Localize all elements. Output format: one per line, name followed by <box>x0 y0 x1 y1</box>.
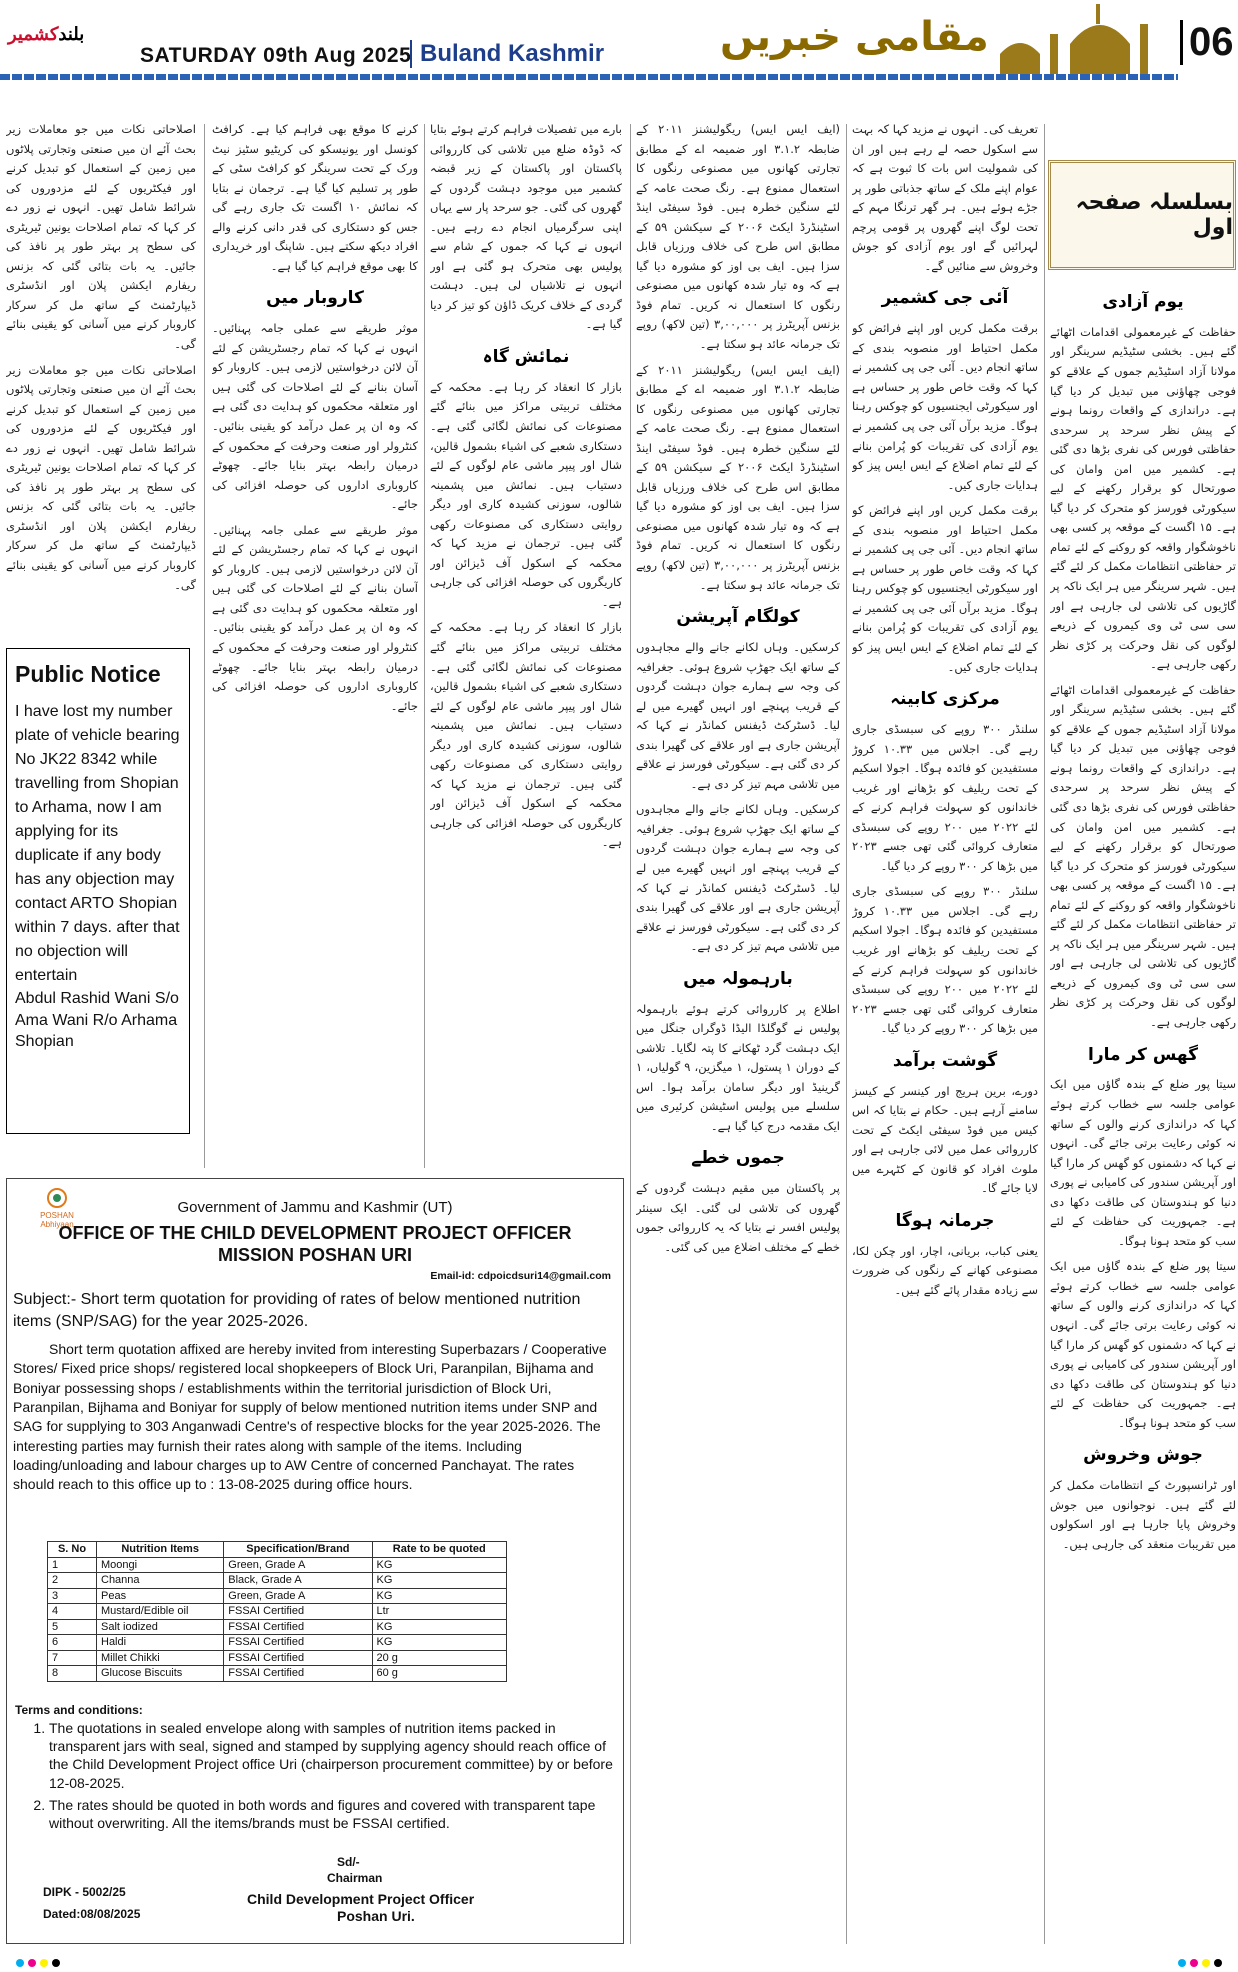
ad-body: Short term quotation affixed are hereby invited from interesting Superbazars / Cooperative Stores/ Fixed price shops/ registered local shopkeepers of Block Uri, Paranpilan, Bijhama and Boniyar possessing shops / establishments within the territorial jurisdiction of Block Uri, Paranpilan, Bijhama and Boniyar for supply of below mentioned nutrition items under SNP and SAG for supplying to 303 Anganwadi Centre's of respective blocks for the year 2025-2026. The interesting parties may furnish their rates along with sample of the items. Including loading/unloading and labour charges up to AW Centre of concerned Panchayat. The rates should reach to this office up to : 13-08-2025 during office hours. <box>13 1341 607 1493</box>
table-row <box>48 1650 507 1666</box>
article-text: بارے میں تفصیلات فراہم کرتے ہوئے بتایا کہ ڈوڈہ ضلع میں تلاشی کی کارروائی پاکستان اور پاکستان کے زیر قبضہ کشمیر میں موجود دہشت گردوں کے گھروں کی گئی۔ جو سرحد پار سے یہاں اپنی سرگرمیاں انجام دے رہے ہیں۔ انہوں نے کہا کہ جموں کے شام سے پولیس بھی متحرک ہو گئی ہے اور انہوں نے تلاشیاں لی ہیں۔ دہشت گردی کے خلاف کریک ڈاؤن کو تیز کر دیا گیا ہے۔ <box>430 122 622 332</box>
public-notice <box>6 648 190 1134</box>
terms-list <box>27 1719 613 1836</box>
table-row <box>48 1588 507 1604</box>
article-text: (ایف ایس ایس) ریگولیشنز ۲۰۱۱ کے ضابطہ ۳.۱.۲ اور ضمیمہ اے کے مطابق تجارتی کھانوں میں مصنوعی رنگوں کا استعمال ممنوع ہے۔ رنگ صحت عامہ کے لئے سنگین خطرہ ہیں۔ فوڈ سیفٹی اینڈ اسٹینڈرڈ ایکٹ ۲۰۰۶ کے سیکشن ۵۹ کے مطابق اس طرح کی خلاف ورزیاں قابل سزا ہیں۔ ایف بی اوز کو مشورہ دیا گیا ہے کہ وہ تیار شدہ کھانوں میں مصنوعی رنگوں کا استعمال نہ کریں۔ تمام فوڈ بزنس آپریٹرز پر ۳,۰۰,۰۰۰ (تین لاکھ) روپے تک جرمانہ عائد ہو سکتا ہے۔ <box>636 362 840 592</box>
column-divider <box>630 124 631 1944</box>
table-cell: 3 <box>48 1588 97 1604</box>
table-cell: KG <box>372 1635 507 1651</box>
table-header-row <box>48 1542 507 1558</box>
article-text: سلنڈر ۳۰۰ روپے کی سبسڈی جاری رہے گی۔ اجلاس میں ۱۰.۳۳ کروڑ مستفیدین کو فائدہ ہوگا۔ اجولا اسکیم کے تحت ریلیف کو بڑھانے اور غریب خاندانوں کو سہولت فراہم کرنے کے لئے ۲۰۲۲ میں ۲۰۰ روپے کی سبسڈی متعارف کروائی گئی تھی جسے ۲۰۲۳ میں بڑھا کر ۳۰۰ روپے کر دیا گیا۔ <box>852 722 1038 873</box>
article-text: موثر طریقے سے عملی جامہ پہنائیں۔ انہوں نے کہا کہ تمام رجسٹریشن کے لئے آن لائن درخواستیں لازمی ہیں۔ کاروبار کو آسان بنانے کے لئے اصلاحات کی گئی ہیں اور متعلقہ محکموں کو ہدایت دی گئی ہے کہ وہ ان پر عمل درآمد کو یقینی بنائیں۔ کنٹرولر اور صنعت وحرفت کے محکموں کے درمیان رابطہ بہتر بنایا جائے۔ چھوٹے کاروباری اداروں کی حوصلہ افزائی کی جائے۔ <box>212 522 418 713</box>
column-6 <box>6 120 196 630</box>
masthead-logo-right: کشمیر <box>8 24 59 45</box>
column-divider <box>424 124 425 1168</box>
table-cell: Ltr <box>372 1604 507 1620</box>
ad-government: Government of Jammu and Kashmir (UT) <box>177 1199 453 1216</box>
table-cell: 5 <box>48 1619 97 1635</box>
headline-markazi-cabinet: مرکزی کابینہ <box>890 689 1000 710</box>
table-row <box>48 1666 507 1682</box>
table-cell: Millet Chikki <box>97 1650 224 1666</box>
header-rule <box>0 74 1178 80</box>
date-line: SATURDAY 09th Aug 2025 <box>140 44 412 67</box>
bismillah-box: بسلسلہ صفحہ اول <box>1048 160 1236 270</box>
headline-karobar: کاروبار میں <box>266 288 364 309</box>
headline-jurmana: جرمانہ ہوگا <box>895 1210 995 1231</box>
government-tender-ad <box>6 1178 624 1944</box>
table-header: Specification/Brand <box>224 1542 372 1558</box>
table-row <box>48 1619 507 1635</box>
paper-name: Buland Kashmir <box>410 40 604 68</box>
table-cell: FSSAI Certified <box>224 1650 372 1666</box>
poshan-logo-text: POSHAN Abhiyaan <box>40 1210 74 1229</box>
headline-josh: جوش وخروش <box>1083 1445 1203 1466</box>
article-text: بازار کا انعقاد کر رہا ہے۔ محکمہ کے مختلف تربیتی مراکز میں بنائے گئے مصنوعات کی نمائش لگائی گئی ہے۔ دستکاری شعبے کی اشیاء بشمول قالین، شال اور پیپر ماشی عام لوگوں کے لئے دستیاب ہیں۔ نمائش میں پشمینہ شالوں، سوزنی کشیدہ کاری اور دیگر روایتی دستکاری کی مصنوعات رکھی گئی ہیں۔ ترجمان نے مزید کہا کہ محکمہ کے اسکول آف ڈیزائن اور کاریگروں کی حوصلہ افزائی کی جارہی ہے۔ <box>430 620 622 850</box>
headline-numaish-gah: نمائش گاہ <box>482 347 570 368</box>
terms-heading: Terms and conditions: <box>15 1703 143 1717</box>
mosque-skyline-icon <box>990 4 1170 74</box>
table-header: S. No <box>48 1542 97 1558</box>
article-text: کرنے کا موقع بھی فراہم کیا ہے۔ کرافٹ کونسل اور یونیسکو کی کریٹیو سٹیز نیٹ ورک کے تحت سرینگر کو کرافٹ سٹی کے طور پر تسلیم کیا گیا ہے۔ ترجمان نے بتایا کہ نمائش ۱۰ اگست تک جاری رہے گی جس کو دستکاری کی قدر دانی کرنے والے افراد دیکھ سکتے ہیں۔ شاپنگ اور خریداری کا بھی موقع فراہم کیا گیا ہے۔ <box>212 122 418 273</box>
article-text: سلنڈر ۳۰۰ روپے کی سبسڈی جاری رہے گی۔ اجلاس میں ۱۰.۳۳ کروڑ مستفیدین کو فائدہ ہوگا۔ اجولا اسکیم کے تحت ریلیف کو بڑھانے اور غریب خاندانوں کو سہولت فراہم کرنے کے لئے ۲۰۲۲ میں ۲۰۰ روپے کی سبسڈی متعارف کروائی گئی تھی جسے ۲۰۲۳ میں بڑھا کر ۳۰۰ روپے کر دیا گیا۔ <box>852 884 1038 1036</box>
article-text: (ایف ایس ایس) ریگولیشنز ۲۰۱۱ کے ضابطہ ۳.۱.۲ اور ضمیمہ اے کے مطابق تجارتی کھانوں میں مصنوعی رنگوں کا استعمال ممنوع ہے۔ رنگ صحت عامہ کے لئے سنگین خطرہ ہیں۔ فوڈ سیفٹی اینڈ اسٹینڈرڈ ایکٹ ۲۰۰۶ کے سیکشن ۵۹ کے مطابق اس طرح کی خلاف ورزیاں قابل سزا ہیں۔ ایف بی اوز کو مشورہ دیا گیا ہے کہ وہ تیار شدہ کھانوں میں مصنوعی رنگوں کا استعمال نہ کریں۔ تمام فوڈ بزنس آپریٹرز پر ۳,۰۰,۰۰۰ (تین لاکھ) روپے تک جرمانہ عائد ہو سکتا ہے۔ <box>636 122 840 352</box>
nutrition-items-table <box>47 1541 507 1682</box>
article-text: پر پاکستان میں مقیم دہشت گردوں کے گھروں کی تلاشی لی گئی۔ ایک سینئر پولیس افسر نے بتایا کہ یہ کارروائی جموں خطے کے مختلف اضلاع میں کی گئی۔ <box>636 1181 840 1255</box>
table-cell: FSSAI Certified <box>224 1619 372 1635</box>
article-text: سیتا پور ضلع کے بندہ گاؤں میں ایک عوامی جلسہ سے خطاب کرتے ہوئے کہا کہ دراندازی کرنے والوں کے ساتھ نہ کوئی رعایت برتی جائے گی۔ انہوں نے کہا کہ دشمنوں کو گھس کر مارا گیا اور آپریشن سندور کی کامیابی نے پوری دنیا کو ہندوستان کی طاقت دکھا دی ہے۔ جمہوریت کی حفاظت کے لئے سب کو متحد ہونا ہوگا۔ <box>1050 1077 1236 1248</box>
article-text: یعنی کباب، بریانی، اچار، اور چکن لکا، مصنوعی کھانے کے رنگوں کی ضرورت سے زیادہ مقدار پائے گئے ہیں۔ <box>852 1243 1038 1297</box>
table-cell: Moongi <box>97 1557 224 1573</box>
article-text: اصلاحاتی نکات میں جو معاملات زیر بحث آئے ان میں صنعتی وتجارتی پلاٹوں میں زمین کے استعمال کو تبدیل کرنے اور فیکٹریوں کے لئے مزدوروں کی شرائط شامل تھیں۔ انہوں نے زور دے کر کہا کہ تمام اصلاحات یونین ٹیریٹری کی سطح پر بہتر طور پر نافذ کی جائیں۔ یہ بات بتائی گئی کہ بزنس ریفارم ایکشن پلان اور انڈسٹری ڈیپارٹمنٹ کے ساتھ مل کر سرکار کاروبار کرنے میں آسانی کو یقینی بنائے گی۔ <box>6 122 196 352</box>
table-cell: 7 <box>48 1650 97 1666</box>
table-cell: 4 <box>48 1604 97 1620</box>
article-text: برقت مکمل کریں اور اپنے فرائض کو مکمل احتیاط اور منصوبہ بندی کے ساتھ انجام دیں۔ آئی جی پی کشمیر نے کہا کہ وقت خاص طور پر حساس ہے اور سیکورٹی ایجنسیوں کو چوکس رہنا ہوگا۔ مزید برآں آئی جی پی کشمیر نے یوم آزادی کی تقریبات کو پُرامن بنانے کے لئے تمام اضلاع کے ایس ایس پیز کو ہدایات جاری کیں۔ <box>852 321 1038 492</box>
section-title: مقامی خبریں <box>720 14 989 60</box>
masthead-logo <box>8 24 84 45</box>
table-cell: 1 <box>48 1557 97 1573</box>
ad-mission: MISSION POSHAN URI <box>217 1245 413 1265</box>
article-text: سیتا پور ضلع کے بندہ گاؤں میں ایک عوامی جلسہ سے خطاب کرتے ہوئے کہا کہ دراندازی کرنے والوں کے ساتھ نہ کوئی رعایت برتی جائے گی۔ انہوں نے کہا کہ دشمنوں کو گھس کر مارا گیا اور آپریشن سندور کی کامیابی نے پوری دنیا کو ہندوستان کی طاقت دکھا دی ہے۔ جمہوریت کی حفاظت کے لئے سب کو متحد ہونا ہوگا۔ <box>1050 1259 1236 1430</box>
article-text: موثر طریقے سے عملی جامہ پہنائیں۔ انہوں نے کہا کہ تمام رجسٹریشن کے لئے آن لائن درخواستیں لازمی ہیں۔ کاروبار کو آسان بنانے کے لئے اصلاحات کی گئی ہیں اور متعلقہ محکموں کو ہدایت دی گئی ہے کہ وہ ان پر عمل درآمد کو یقینی بنائیں۔ کنٹرولر اور صنعت وحرفت کے محکموں کے درمیان رابطہ بہتر بنایا جائے۔ چھوٹے کاروباری اداروں کی حوصلہ افزائی کی جائے۔ <box>212 321 418 512</box>
ad-office: OFFICE OF THE CHILD DEVELOPMENT PROJECT OFFICER <box>58 1223 572 1243</box>
table-cell: Channa <box>97 1573 224 1589</box>
ad-chairman: Chairman <box>327 1871 383 1885</box>
table-header: Nutrition Items <box>97 1542 224 1558</box>
table-cell: FSSAI Certified <box>224 1635 372 1651</box>
column-divider <box>846 124 847 1944</box>
table-row <box>48 1635 507 1651</box>
article-text: حفاظت کے غیرمعمولی اقدامات اٹھائے گئے ہیں۔ بخشی سٹیڈیم سرینگر اور مولانا آزاد اسٹیڈیم جموں کے علاقے کو فوجی چھاؤنی میں تبدیل کر دیا گیا ہے۔ دراندازی کے واقعات رونما ہونے کے پیش نظر سرحد پر سرحدی حفاظتی فورس کی نفری بڑھا دی گئی ہے۔ کشمیر میں امن وامان کی صورتحال کو برقرار رکھنے کے لیے سیکورٹی فورسز کو متحرک کر دیا گیا ہے۔ ۱۵ اگست کے موقعہ پر کسی بھی ناخوشگوار واقعہ کو روکنے کے لئے تمام تر حفاظتی انتظامات مکمل کر لئے گئے ہیں۔ شہر سرینگر میں ہر ایک ناکہ پر گاڑیوں کی تلاشی لی جارہی ہے اور سی سی ٹی وی کیمروں کے ذریعے لوگوں کی نقل وحرکت پر کڑی نظر رکھی جارہی ہے۔ <box>1050 324 1236 672</box>
notice-signature: Abdul Rashid Wani S/o Ama Wani R/o Arhama Shopian <box>15 990 179 1051</box>
column-divider <box>1044 124 1045 1944</box>
table-cell: KG <box>372 1573 507 1589</box>
headline-jammu-khitte: جموں خطے <box>691 1148 785 1169</box>
ad-sd: Sd/- <box>337 1855 360 1869</box>
headline-gus-kar-mara: گھس کر مارا <box>1088 1044 1198 1065</box>
article-text: اور ٹرانسپورٹ کے انتظامات مکمل کر لئے گئے ہیں۔ نوجوانوں میں جوش وخروش پایا جارہا ہے اور اسکولوں میں تقریبات منعقد کی جارہی ہیں۔ <box>1050 1478 1236 1551</box>
article-text: تعریف کی۔ انہوں نے مزید کہا کہ بہت سے اسکول حصہ لے رہے ہیں اور ان کی شمولیت اس بات کا ثبوت ہے کہ عوام اپنے ملک کے ساتھ جذباتی طور پر جڑے ہوئے ہیں۔ ہر گھر ترنگا مہم کے تحت لوگ اپنے گھروں پر قومی پرچم لہرائیں گے اور یوم آزادی کو جوش وخروش سے منائیں گے۔ <box>852 122 1038 273</box>
page-number: 06 <box>1180 20 1234 65</box>
table-cell: KG <box>372 1588 507 1604</box>
headline-ig-kashmir: آئی جی کشمیر <box>881 288 1009 309</box>
table-cell: 60 g <box>372 1666 507 1682</box>
table-cell: 6 <box>48 1635 97 1651</box>
article-text: کرسکیں۔ وہاں لکانے جانے والے مجاہدوں کے ساتھ ایک جھڑپ شروع ہوئی۔ جغرافیہ کی وجہ سے ہمارے جوان دہشت گردوں کے قریب پہنچے اور انہیں گھیرے میں لے لیا۔ ڈسٹرکٹ ڈیفنس کمانڈر نے کہا کہ آپریشن جاری ہے اور علاقے کی گھیرا بندی کر دی گئی ہے۔ سیکورٹی فورسز نے علاقے میں تلاشی مہم تیز کر دی ہے۔ <box>636 640 840 791</box>
table-cell: Haldi <box>97 1635 224 1651</box>
table-cell: 2 <box>48 1573 97 1589</box>
column-3 <box>636 120 840 1940</box>
ad-poshan-uri: Poshan Uri. <box>337 1908 415 1924</box>
column-2 <box>852 120 1038 1940</box>
table-cell: Green, Grade A <box>224 1557 372 1573</box>
article-text: دورے، برین ہریج اور کینسر کے کیسز سامنے آرہے ہیں۔ حکام نے بتایا کہ اس کیس میں فوڈ سیفٹی ایکٹ کے تحت کارروائی عمل میں لائی جارہی ہے اور ملوث افراد کو قانون کے کٹہرے میں لایا جائے گا۔ <box>852 1083 1038 1196</box>
table-row <box>48 1573 507 1589</box>
column-divider <box>204 124 205 1168</box>
ad-dated: Dated:08/08/2025 <box>43 1907 141 1921</box>
print-registration-marks <box>0 1956 1238 1970</box>
table-cell: KG <box>372 1557 507 1573</box>
table-cell: Peas <box>97 1588 224 1604</box>
column-5 <box>212 120 418 1168</box>
term-item: 1. The quotations in sealed envelope along with samples of nutrition items packed in transparent jars with seal, signed and stamped by supplying agency should reach office of the Child Development Project office Uri (chairperson procurement committee) by or before 12-08-2025. <box>49 1719 613 1792</box>
article-text: اطلاع پر کارروائی کرتے ہوئے بارہمولہ پولیس نے گوگلڈا الیڈا ڈوگراں جنگل میں ایک دہشت گرد ٹھکانے کا پتہ لگایا۔ تلاشی کے دوران ۱ پستول، ۱ میگزین، ۹ گولیاں، ۱ گرینیڈ اور دیگر سامان برآمد ہوا۔ اس سلسلے میں پولیس اسٹیشن کرئیری میں ایک مقدمہ درج کیا گیا ہے۔ <box>636 1001 840 1133</box>
column-1 <box>1050 280 1236 1940</box>
table-cell: Mustard/Edible oil <box>97 1604 224 1620</box>
article-text: اصلاحاتی نکات میں جو معاملات زیر بحث آئے ان میں صنعتی وتجارتی پلاٹوں میں زمین کے استعمال کو تبدیل کرنے اور فیکٹریوں کے لئے مزدوروں کی شرائط شامل تھیں۔ انہوں نے زور دے کر کہا کہ تمام اصلاحات یونین ٹیریٹری کی سطح پر بہتر طور پر نافذ کی جائیں۔ یہ بات بتائی گئی کہ بزنس ریفارم ایکشن پلان اور انڈسٹری ڈیپارٹمنٹ کے ساتھ مل کر سرکار کاروبار کرنے میں آسانی کو یقینی بنائے گی۔ <box>6 362 196 592</box>
ad-dipk: DIPK - 5002/25 <box>43 1885 126 1899</box>
notice-title: Public Notice <box>15 661 161 687</box>
table-cell: 20 g <box>372 1650 507 1666</box>
article-text: برقت مکمل کریں اور اپنے فرائض کو مکمل احتیاط اور منصوبہ بندی کے ساتھ انجام دیں۔ آئی جی پی کشمیر نے کہا کہ وقت خاص طور پر حساس ہے اور سیکورٹی ایجنسیوں کو چوکس رہنا ہوگا۔ مزید برآں آئی جی پی کشمیر نے یوم آزادی کی تقریبات کو پُرامن بنانے کے لئے تمام اضلاع کے ایس ایس پیز کو ہدایات جاری کیں۔ <box>852 503 1038 674</box>
ad-email: Email-id: cdpoicdsuri14@gmail.com <box>430 1270 611 1282</box>
article-text: کرسکیں۔ وہاں لکانے جانے والے مجاہدوں کے ساتھ ایک جھڑپ شروع ہوئی۔ جغرافیہ کی وجہ سے ہمارے جوان دہشت گردوں کے قریب پہنچے اور انہیں گھیرے میں لے لیا۔ ڈسٹرکٹ ڈیفنس کمانڈر نے کہا کہ آپریشن جاری ہے اور علاقے کی گھیرا بندی کر دی گئی ہے۔ سیکورٹی فورسز نے علاقے میں تلاشی مہم تیز کر دی ہے۔ <box>636 802 840 954</box>
ad-cdpo: Child Development Project Officer <box>247 1891 475 1907</box>
headline-kolgam-operation: کولگام آپریشن <box>676 607 800 628</box>
masthead-logo-left: بلند <box>58 24 85 45</box>
table-cell: Salt iodized <box>97 1619 224 1635</box>
article-text: بازار کا انعقاد کر رہا ہے۔ محکمہ کے مختلف تربیتی مراکز میں بنائے گئے مصنوعات کی نمائش لگائی گئی ہے۔ دستکاری شعبے کی اشیاء بشمول قالین، شال اور پیپر ماشی عام لوگوں کے لئے دستیاب ہیں۔ نمائش میں پشمینہ شالوں، سوزنی کشیدہ کاری اور دیگر روایتی دستکاری کی مصنوعات رکھی گئی ہیں۔ ترجمان نے مزید کہا کہ محکمہ کے اسکول آف ڈیزائن اور کاریگروں کی حوصلہ افزائی کی جارہی ہے۔ <box>430 379 622 609</box>
table-cell: Green, Grade A <box>224 1588 372 1604</box>
table-cell: Black, Grade A <box>224 1573 372 1589</box>
article-text: حفاظت کے غیرمعمولی اقدامات اٹھائے گئے ہیں۔ بخشی سٹیڈیم سرینگر اور مولانا آزاد اسٹیڈیم جموں کے علاقے کو فوجی چھاؤنی میں تبدیل کر دیا گیا ہے۔ دراندازی کے واقعات رونما ہونے کے پیش نظر سرحد پر سرحدی حفاظتی فورس کی نفری بڑھا دی گئی ہے۔ کشمیر میں امن وامان کی صورتحال کو برقرار رکھنے کے لیے سیکورٹی فورسز کو متحرک کر دیا گیا ہے۔ ۱۵ اگست کے موقعہ پر کسی بھی ناخوشگوار واقعہ کو روکنے کے لئے تمام تر حفاظتی انتظامات مکمل کر لئے گئے ہیں۔ شہر سرینگر میں ہر ایک ناکہ پر گاڑیوں کی تلاشی لی جارہی ہے اور سی سی ٹی وی کیمروں کے ذریعے لوگوں کی نقل وحرکت پر کڑی نظر رکھی جارہی ہے۔ <box>1050 682 1236 1030</box>
ad-subject: Subject:- Short term quotation for providing of rates of below mentioned nutrition items (SNP/SAG) for the year 2025-2026. <box>13 1291 581 1330</box>
notice-body: I have lost my number plate of vehicle bearing No JK22 8342 while travelling from Shopian to Arhama, now I am applying for its duplicate if any body has any objection may contact ARTO Shopian within 7 days. after that no objection will entertain <box>15 703 180 985</box>
page-header <box>0 0 1238 108</box>
table-row <box>48 1604 507 1620</box>
table-cell: KG <box>372 1619 507 1635</box>
term-item: 2. The rates should be quoted in both words and figures and covered with transparent tape without overwriting. All the items/brands must be FSSAI certified. <box>49 1796 613 1832</box>
headline-gosht-baramad: گوشت برآمد <box>892 1050 998 1071</box>
table-cell: Glucose Biscuits <box>97 1666 224 1682</box>
table-cell: FSSAI Certified <box>224 1604 372 1620</box>
table-header: Rate to be quoted <box>372 1542 507 1558</box>
headline-yaum-azadi: یوم آزادی <box>1102 292 1184 312</box>
headline-baramulla: بارہمولہ میں <box>683 968 793 989</box>
table-row <box>48 1557 507 1573</box>
table-cell: FSSAI Certified <box>224 1666 372 1682</box>
column-4 <box>430 120 622 1168</box>
table-body <box>48 1557 507 1681</box>
table-cell: 8 <box>48 1666 97 1682</box>
